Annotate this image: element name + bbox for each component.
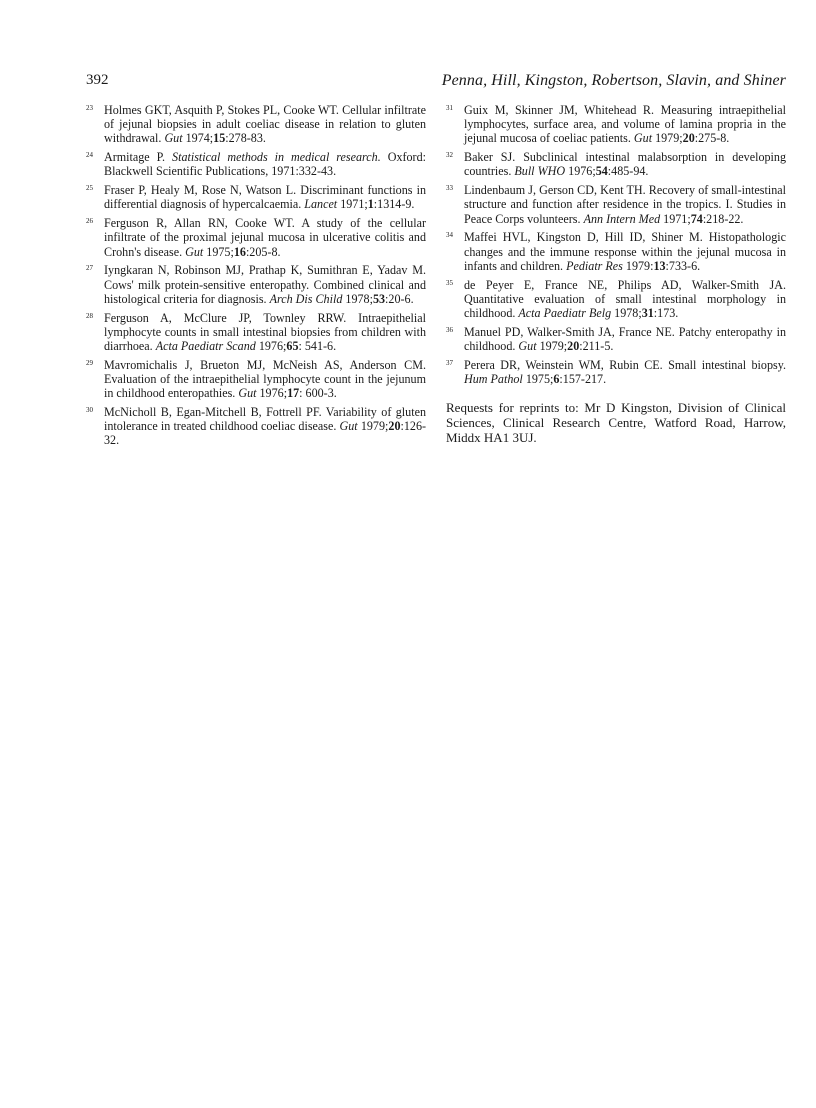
reference-pages: :218-22. [702, 211, 744, 226]
reference-text: Perera DR, Weinstein WM, Rubin CE. Small intestinal biopsy. [464, 357, 786, 372]
page-number: 392 [86, 72, 109, 88]
reference-text: de Peyer E, France NE, Philips AD, Walker-Smith JA. Quantitative evaluation of small intestinal morphology in childhood. [464, 277, 786, 321]
reference-volume: 20 [388, 419, 401, 434]
reference-pages: :173. [653, 306, 679, 321]
reference-pages: :275-8. [694, 131, 730, 146]
reference-journal: Gut [633, 131, 653, 146]
reference-pages: :733-6. [665, 258, 701, 273]
reference-journal: Arch Dis Child [269, 291, 343, 306]
reference-text: Maffei HVL, Kingston D, Hill ID, Shiner M. Histopathologic changes and the immune response within the jejunal mucosa in infants and children. [464, 230, 786, 273]
reference-volume: 54 [595, 164, 608, 179]
reference-number: 37 [446, 358, 453, 367]
reference-year: 1979; [652, 131, 683, 146]
running-head-authors: Penna, Hill, Kingston, Robertson, Slavin, and Shiner [441, 72, 786, 89]
reference-volume: 17 [287, 386, 300, 401]
reference-pages: :157-217. [559, 372, 607, 387]
reference-text: Guix M, Skinner JM, Whitehead R. Measuring intraepithelial lymphocytes, surface area, and volume of lamina propria in the jejunal mucosa of coeliac patients. [464, 103, 786, 146]
page-header [86, 72, 786, 94]
reference-item [86, 181, 426, 211]
reference-volume: 16 [233, 244, 246, 259]
reference-volume: 20 [567, 339, 580, 354]
reference-number: 35 [446, 278, 453, 287]
reference-item [86, 101, 426, 146]
reference-number: 30 [86, 406, 93, 415]
reference-item [86, 214, 426, 259]
reference-journal: Pediatr Res [566, 258, 623, 273]
reference-journal: Gut [164, 131, 183, 146]
reference-text: McNicholl B, Egan-Mitchell B, Fottrell PF. Variability of gluten intolerance in treated childhood coeliac disease. [104, 405, 426, 434]
reference-text: Ferguson R, Allan RN, Cooke WT. A study of the cellular infiltrate of the proximal jejunal mucosa in ulcerative colitis and Crohn's disease. [104, 216, 426, 259]
reference-item [86, 403, 426, 448]
reference-item [446, 356, 786, 386]
reference-text: Fraser P, Healy M, Rose N, Watson L. Discriminant functions in differential diagnosis of hypercalcaemia. [104, 183, 426, 212]
reference-pages: :1314-9. [373, 197, 415, 212]
reference-volume: 1 [367, 197, 374, 212]
reference-year: 1971; [660, 211, 691, 226]
reference-journal: Lancet [304, 197, 338, 212]
reference-number: 36 [446, 325, 453, 334]
reference-number: 29 [86, 358, 93, 367]
reference-journal: Gut [185, 244, 204, 259]
reference-number: 25 [86, 184, 93, 193]
reference-number: 26 [86, 217, 93, 226]
reference-journal: Hum Pathol [464, 372, 523, 387]
reference-pages: :211-5. [579, 339, 614, 354]
reference-pages: :20-6. [385, 291, 414, 306]
reference-number: 32 [446, 151, 453, 160]
reference-number: 34 [446, 231, 453, 240]
reference-volume: 15 [213, 131, 226, 146]
reference-item [86, 356, 426, 401]
reference-text: Ferguson A, McClure JP, Townley RRW. Intraepithelial lymphocyte counts in small intestinal biopsies from children with diarrhoea. [104, 310, 426, 354]
reference-year: 1974; [182, 131, 214, 146]
reference-item [86, 309, 426, 354]
reference-journal: Bull WHO [514, 164, 566, 179]
reference-journal: Ann Intern Med [583, 211, 661, 226]
reference-volume: 74 [690, 211, 703, 226]
reference-text: Manuel PD, Walker-Smith JA, France NE. Patchy enteropathy in childhood. [464, 324, 786, 354]
reference-year: 1978; [342, 291, 373, 306]
reference-year: 1978; [611, 306, 642, 321]
reference-number: 33 [446, 184, 453, 193]
reference-journal: Gut [238, 386, 257, 401]
reference-item [446, 148, 786, 178]
reference-item [86, 261, 426, 306]
reference-item [446, 181, 786, 226]
reference-number: 24 [86, 151, 93, 160]
reference-text: Lindenbaum J, Gerson CD, Kent TH. Recovery of small-intestinal structure and function after residence in the tropics. I. Studies in Peace Corps volunteers. [464, 183, 786, 226]
references-left-column [86, 101, 426, 450]
reference-volume: 53 [372, 291, 386, 306]
reference-text: Mavromichalis J, Brueton MJ, McNeish AS, Anderson CM. Evaluation of the intraepithelial lymphocyte count in the jejunum in childhood enteropathies. [104, 357, 426, 401]
reference-volume: 6 [553, 372, 560, 387]
reprint-request: Requests for reprints to: Mr D Kingston, Division of Clinical Sciences, Clinical Research Centre, Watford Road, Harrow, Middx HA1 3UJ. [446, 400, 786, 445]
reference-text: Holmes GKT, Asquith P, Stokes PL, Cooke WT. Cellular infiltrate of jejunal biopsies in adult coeliac disease in relation to gluten withdrawal. [104, 103, 426, 146]
reference-pages: : 600-3. [299, 386, 337, 401]
reference-year: Oxford: Blackwell Scientific Publications, 1971:332-43. [104, 150, 426, 179]
reference-journal: Gut [339, 419, 358, 434]
reference-item [446, 323, 786, 353]
reference-journal: Acta Paediatr Belg [518, 306, 612, 321]
reference-pages: : 541-6. [298, 339, 337, 354]
references-right-column [446, 101, 786, 389]
reference-year: 1976; [256, 386, 288, 401]
reference-text: Iyngkaran N, Robinson MJ, Prathap K, Sumithran E, Yadav M. Cows' milk protein-sensitive enteropathy. Combined clinical and histological criteria for diagnosis. [104, 263, 426, 306]
reference-journal: Statistical methods in medical research. [172, 150, 381, 165]
reference-pages: :485-94. [607, 164, 649, 179]
reference-year: 1979; [357, 419, 389, 434]
reference-pages: :205-8. [245, 244, 281, 259]
reference-year: 1971; [337, 197, 368, 212]
reference-journal: Gut [518, 339, 537, 354]
reference-volume: 31 [641, 306, 654, 321]
reference-item [446, 276, 786, 321]
reference-volume: 20 [682, 131, 695, 146]
reference-year: 1979; [536, 339, 568, 354]
reference-volume: 65 [286, 339, 299, 354]
reference-number: 27 [86, 264, 93, 273]
reference-volume: 13 [653, 258, 666, 273]
reference-item [446, 101, 786, 146]
reference-text: Baker SJ. Subclinical intestinal malabsorption in developing countries. [464, 150, 786, 179]
reference-pages: :126-32. [104, 419, 427, 448]
reference-year: 1975; [203, 244, 234, 259]
reference-item [86, 148, 426, 178]
reference-number: 23 [86, 104, 93, 112]
reference-year: 1979: [622, 258, 654, 273]
reference-number: 28 [86, 311, 93, 320]
reference-year: 1976; [255, 339, 287, 354]
reference-text: Armitage P. [104, 150, 173, 165]
reference-pages: :278-83. [225, 131, 266, 146]
reference-number: 31 [446, 104, 453, 112]
reference-item [446, 228, 786, 273]
reference-journal: Acta Paediatr Scand [155, 339, 256, 354]
reference-year: 1975; [522, 372, 554, 387]
reference-year: 1976; [565, 164, 596, 179]
